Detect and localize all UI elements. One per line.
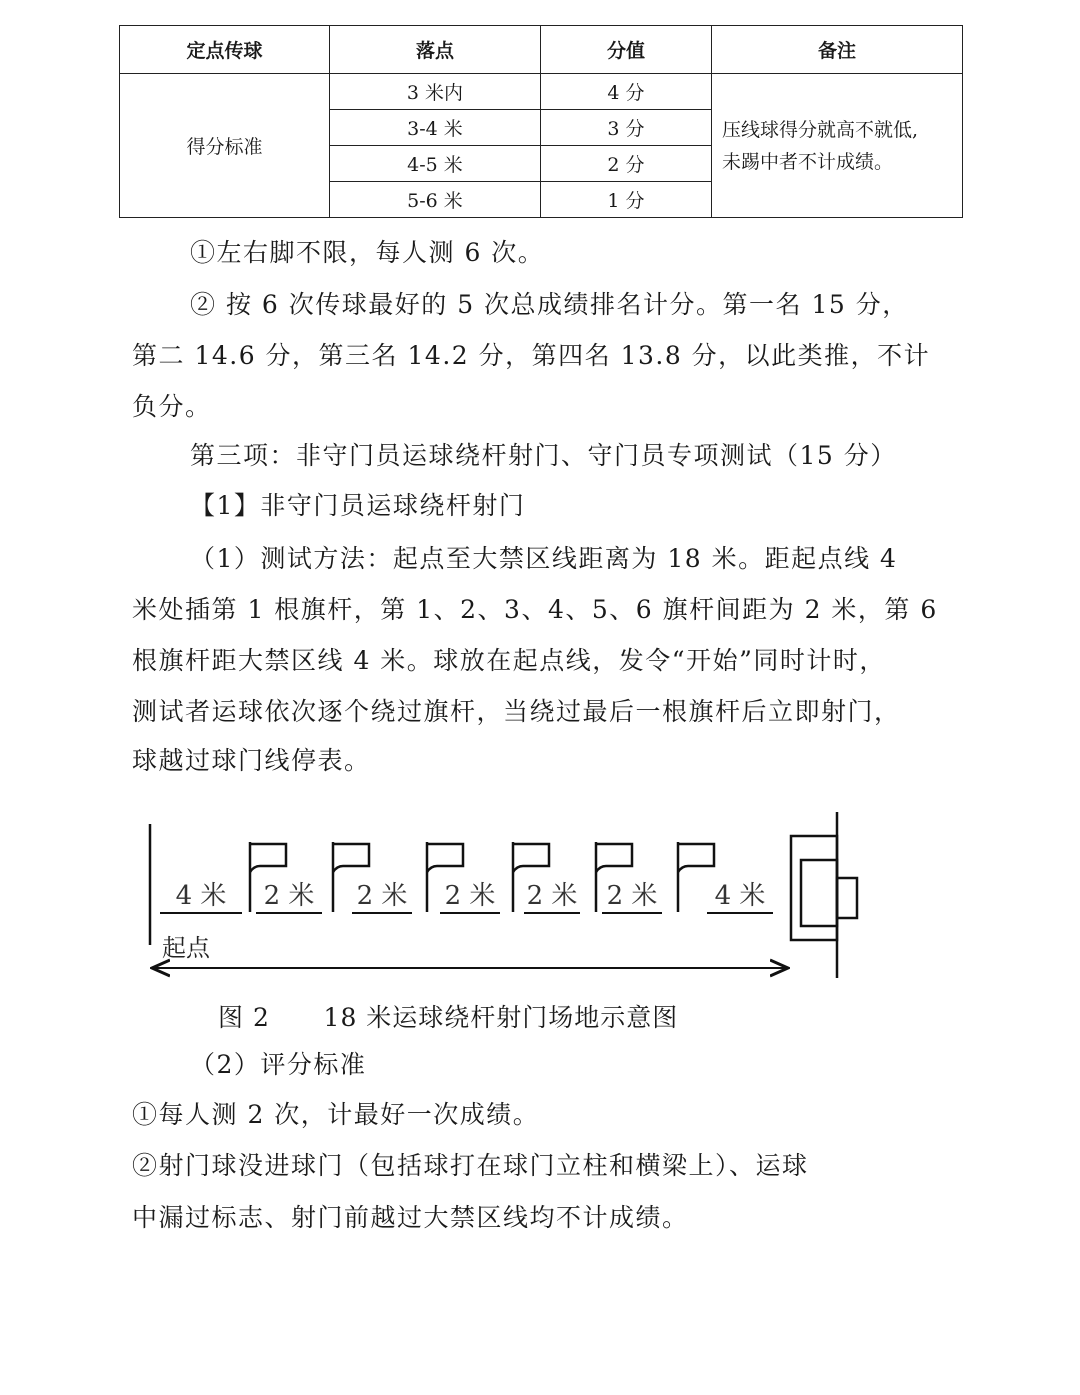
header-cell: 分值 [541, 26, 712, 74]
landing-cell: 5-6 米 [330, 182, 541, 218]
paragraph-line: 球越过球门线停表。 [132, 746, 371, 775]
field-diagram [140, 812, 870, 987]
header-cell: 备注 [712, 26, 963, 74]
table-header-row [120, 26, 963, 74]
subsection-heading: 【1】非守门员运球绕杆射门 [190, 491, 526, 520]
header-cell: 落点 [330, 26, 541, 74]
goal-outer [791, 836, 837, 940]
scoring-table [119, 25, 963, 218]
subsection-heading: （2）评分标准 [190, 1050, 367, 1079]
paragraph-line: ①每人测 2 次，计最好一次成绩。 [132, 1100, 540, 1129]
row-label-cell: 得分标准 [120, 74, 330, 218]
score-cell: 1 分 [541, 182, 712, 218]
remark-line: 压线球得分就高不就低, [722, 118, 919, 141]
paragraph-line: ①左右脚不限，每人测 6 次。 [190, 238, 545, 267]
paragraph-line: 负分。 [132, 392, 212, 421]
score-cell: 2 分 [541, 146, 712, 182]
remark-line: 未踢中者不计成绩。 [722, 150, 894, 173]
remark-cell [712, 74, 963, 218]
section-heading: 第三项：非守门员运球绕杆射门、守门员专项测试（15 分） [190, 441, 897, 470]
landing-cell: 3-4 米 [330, 110, 541, 146]
paragraph-line: 第二 14.6 分，第三名 14.2 分，第四名 13.8 分，以此类推，不计 [132, 341, 931, 370]
paragraph-line: ② 按 6 次传球最好的 5 次总成绩排名计分。第一名 15 分， [190, 290, 909, 319]
landing-cell: 4-5 米 [330, 146, 541, 182]
segment-label: 4 米 [175, 881, 227, 911]
goal-box [837, 878, 857, 918]
segment-label: 4 米 [714, 881, 766, 911]
paragraph-line: 米处插第 1 根旗杆，第 1、2、3、4、5、6 旗杆间距为 2 米，第 6 [132, 595, 938, 624]
segment-label: 2 米 [263, 881, 315, 911]
figure-caption: 图 2 18 米运球绕杆射门场地示意图 [218, 1003, 679, 1032]
paragraph-line: 测试者运球依次逐个绕过旗杆，当绕过最后一根旗杆后立即射门， [132, 697, 901, 726]
segment-label: 2 米 [356, 881, 408, 911]
goal-inner [801, 860, 837, 926]
paragraph-line: 根旗杆距大禁区线 4 米。球放在起点线，发令“开始”同时计时， [132, 646, 886, 675]
score-cell: 3 分 [541, 110, 712, 146]
segment-label: 2 米 [444, 881, 496, 911]
landing-cell: 3 米内 [330, 74, 541, 110]
flag-icon [678, 842, 714, 912]
score-cell: 4 分 [541, 74, 712, 110]
start-label: 起点 [162, 934, 210, 962]
paragraph-line: （1）测试方法：起点至大禁区线距离为 18 米。距起点线 4 [190, 544, 898, 573]
segment-label: 2 米 [606, 881, 658, 911]
segment-label: 2 米 [526, 881, 578, 911]
paragraph-line: 中漏过标志、射门前越过大禁区线均不计成绩。 [132, 1203, 689, 1232]
paragraph-line: ②射门球没进球门（包括球打在球门立柱和横梁上）、运球 [132, 1151, 809, 1180]
table-row [120, 74, 963, 110]
header-cell: 定点传球 [120, 26, 330, 74]
